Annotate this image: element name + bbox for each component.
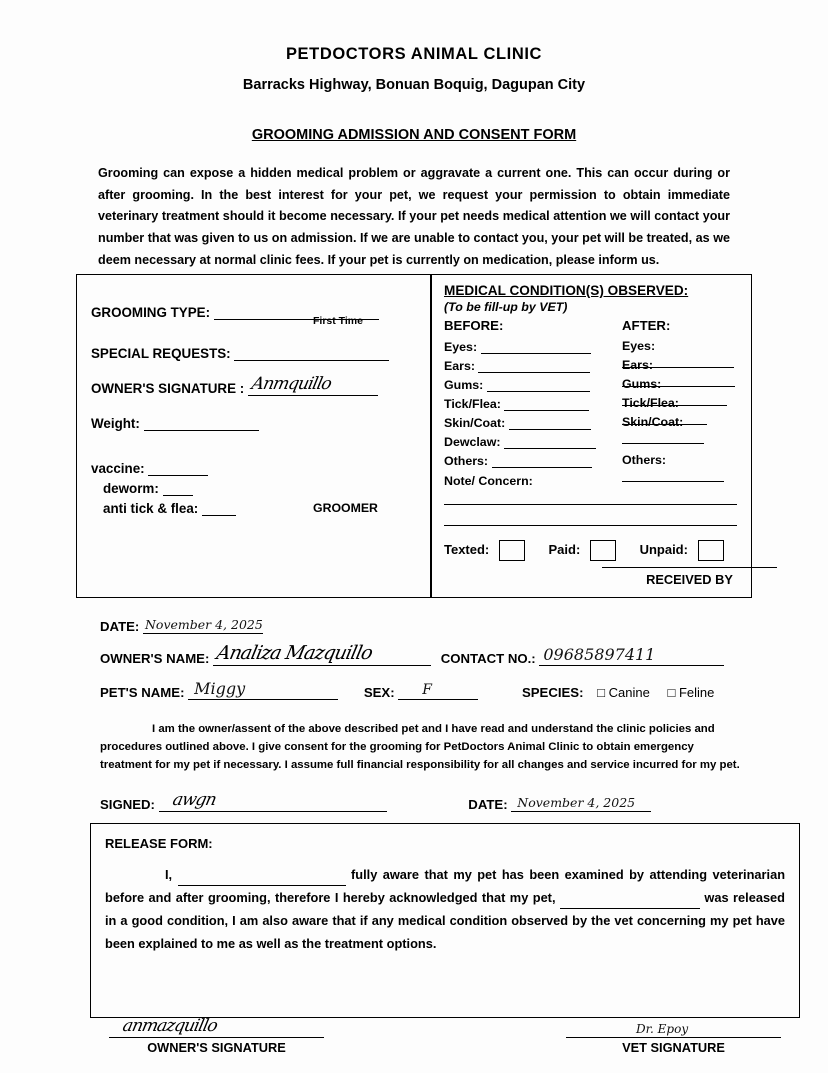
after-ears-label: Ears: <box>622 358 653 372</box>
date-row <box>100 618 740 648</box>
table-row <box>444 377 741 396</box>
date-value: November 4, 2025 <box>144 617 263 632</box>
release-text-part2: fully aware that my pet has been examined by attending veterinarian before and after grooming, therefore I hereby acknowledged that my pet, <box>105 867 786 906</box>
left-column <box>77 275 430 597</box>
release-form-title: RELEASE FORM: <box>105 836 213 851</box>
release-pet-owner-input[interactable] <box>178 870 346 886</box>
sex-value: F <box>422 682 432 698</box>
before-eyes-input[interactable] <box>481 339 591 354</box>
release-text-part3: was released in a good condition, I am also aware that if any medical condition observed by the vet concerning my pet have been explained to me as well as the treatment options. <box>105 890 785 952</box>
anti-tick-flea-row <box>91 501 416 516</box>
special-requests-input[interactable] <box>234 346 389 361</box>
sex-label: SEX: <box>363 685 395 700</box>
medical-conditions-subtitle: (To be fill-up by VET) <box>444 300 568 314</box>
special-requests-label: SPECIAL REQUESTS: <box>91 346 231 361</box>
contact-no-label: CONTACT NO.: <box>440 651 536 666</box>
note-concern-line-2[interactable] <box>444 511 737 526</box>
consent-paragraph <box>100 720 740 774</box>
release-vet-signature-label: VET SIGNATURE <box>622 1040 725 1055</box>
signed-input[interactable] <box>159 790 387 812</box>
signed-label: SIGNED: <box>100 797 155 813</box>
contact-no-value: 09685897411 <box>543 645 656 664</box>
before-skincoat-input[interactable] <box>509 415 591 430</box>
right-column <box>432 275 751 597</box>
species-option-feline[interactable]: □ Feline <box>667 685 715 700</box>
table-row <box>444 358 741 377</box>
release-form-box <box>90 823 800 1055</box>
release-pet-name-input[interactable] <box>560 893 700 909</box>
signed-date-label: DATE: <box>468 797 508 813</box>
after-eyes-label: Eyes: <box>622 339 656 353</box>
weight-label: Weight: <box>91 416 140 431</box>
before-ears-input[interactable] <box>478 358 590 373</box>
date-label: DATE: <box>100 619 140 634</box>
after-others-input[interactable] <box>622 467 724 482</box>
before-tickflea-label: Tick/Flea: <box>444 397 501 411</box>
after-tickflea-label: Tick/Flea: <box>622 396 679 410</box>
vet-signature-block <box>566 1009 781 1055</box>
note-concern-label: Note/ Concern: <box>444 474 533 488</box>
deworm-input[interactable] <box>163 481 193 496</box>
weight-input[interactable] <box>144 416 259 431</box>
groomer-label: GROOMER <box>313 501 378 515</box>
pet-name-input[interactable] <box>188 679 338 700</box>
release-vet-signature-input[interactable] <box>566 1009 781 1038</box>
before-gums-label: Gums: <box>444 378 484 392</box>
received-by-block <box>602 547 777 587</box>
table-row <box>444 434 741 453</box>
weight-row <box>91 416 416 431</box>
before-ears-label: Ears: <box>444 359 475 373</box>
form-title: GROOMING ADMISSION AND CONSENT FORM <box>251 127 577 143</box>
table-row <box>444 396 741 415</box>
signed-date-input[interactable] <box>511 794 651 812</box>
signed-date-value: November 4, 2025 <box>517 795 636 811</box>
release-owner-signature-value: anmazquillo <box>120 1016 219 1036</box>
intro-paragraph: Grooming can expose a hidden medical problem or aggravate a current one. This can occur during or after grooming. In the best interest for your pet, we request your permission to obtain immediate veterinary treatment should it become necessary. If your pet needs medical attention we will contact your number that was given to us on admission. If we are unable to contact you, your pet will be treated, as we deem necessary at normal clinic fees. If your pet is currently on medication, please inform us. <box>98 166 730 267</box>
owner-signature-label: OWNER'S SIGNATURE : <box>91 381 245 396</box>
note-concern-line-1[interactable] <box>444 490 737 505</box>
contact-no-input[interactable] <box>539 645 724 666</box>
vaccine-row <box>91 461 416 476</box>
before-gums-input[interactable] <box>487 377 590 392</box>
after-label: AFTER: <box>622 318 671 333</box>
main-form-box <box>76 274 752 598</box>
release-text-part1: I, <box>165 867 173 882</box>
release-owner-signature-input[interactable] <box>109 1009 324 1038</box>
before-dewclaw-label: Dewclaw: <box>444 435 501 449</box>
owner-signature-input[interactable] <box>248 374 378 396</box>
signed-row <box>100 790 740 824</box>
before-skincoat-label: Skin/Coat: <box>444 416 506 430</box>
anti-tick-flea-input[interactable] <box>202 501 236 516</box>
owner-name-row <box>100 642 740 682</box>
clinic-name: PETDOCTORS ANIMAL CLINIC <box>285 45 543 63</box>
grooming-type-row <box>91 305 416 327</box>
table-row <box>444 453 741 472</box>
anti-tick-flea-label: anti tick & flea: <box>103 501 199 516</box>
received-by-label: RECEIVED BY <box>646 572 733 587</box>
before-after-heading <box>444 318 741 336</box>
table-row <box>444 339 741 358</box>
received-by-input[interactable] <box>602 547 777 568</box>
before-eyes-label: Eyes: <box>444 340 478 354</box>
after-skincoat-label: Skin/Coat: <box>622 415 684 429</box>
medical-conditions-title: MEDICAL CONDITION(S) OBSERVED: <box>444 283 689 298</box>
unpaid-label: Unpaid: <box>639 541 688 557</box>
owner-name-value: Analiza Mazquillo <box>214 642 375 664</box>
after-others <box>622 453 741 482</box>
signed-value: awgn <box>170 790 218 811</box>
before-others-input[interactable] <box>492 453 592 468</box>
owner-name-label: OWNER'S NAME: <box>100 651 210 666</box>
owner-details-section <box>100 618 740 824</box>
vaccine-input[interactable] <box>148 461 208 476</box>
special-requests-row <box>91 346 416 361</box>
species-label: SPECIES: <box>521 685 584 700</box>
vaccine-label: vaccine: <box>91 461 145 476</box>
owner-signature-value: Anmquillo <box>249 374 333 394</box>
before-others-label: Others: <box>444 454 489 468</box>
texted-checkbox[interactable] <box>499 540 525 561</box>
sex-input[interactable] <box>398 682 478 700</box>
after-gums-label: Gums: <box>622 377 662 391</box>
owner-signature-block <box>109 1009 324 1055</box>
texted-label: Texted: <box>444 541 490 557</box>
grooming-type-note: First Time <box>313 315 363 327</box>
pet-details-row <box>100 679 740 714</box>
clinic-address: Barracks Highway, Bonuan Boquig, Dagupan City <box>242 77 586 93</box>
owner-name-input[interactable] <box>213 642 431 666</box>
consent-text: I am the owner/assent of the above described pet and I have read and understand the clinic policies and procedures outlined above. I give consent for the grooming for PetDoctors Animal Clinic to obtain emergency treatment for my pet if necessary. I assume full financial responsibility for all changes and service incurred for my pet. <box>100 723 740 772</box>
pet-name-value: Miggy <box>194 679 246 698</box>
after-others-label: Others: <box>622 453 667 467</box>
species-option-canine-label: Canine <box>608 685 650 700</box>
before-label: BEFORE: <box>444 318 504 333</box>
grooming-type-label: GROOMING TYPE: <box>91 305 211 320</box>
species-option-feline-label: Feline <box>678 685 715 700</box>
before-dewclaw-input[interactable] <box>504 434 596 449</box>
release-form-text <box>105 863 785 955</box>
release-owner-signature-label: OWNER'S SIGNATURE <box>147 1040 286 1055</box>
table-row <box>444 415 741 434</box>
date-input[interactable] <box>143 618 263 634</box>
deworm-label: deworm: <box>103 481 159 496</box>
owner-signature-row <box>91 374 416 396</box>
release-vet-signature-value: Dr. Epoy <box>636 1022 689 1036</box>
paid-label: Paid: <box>548 541 581 557</box>
deworm-row <box>91 481 416 496</box>
pet-name-label: PET'S NAME: <box>100 685 185 700</box>
species-option-canine[interactable]: □ Canine <box>597 685 650 700</box>
before-tickflea-input[interactable] <box>504 396 589 411</box>
